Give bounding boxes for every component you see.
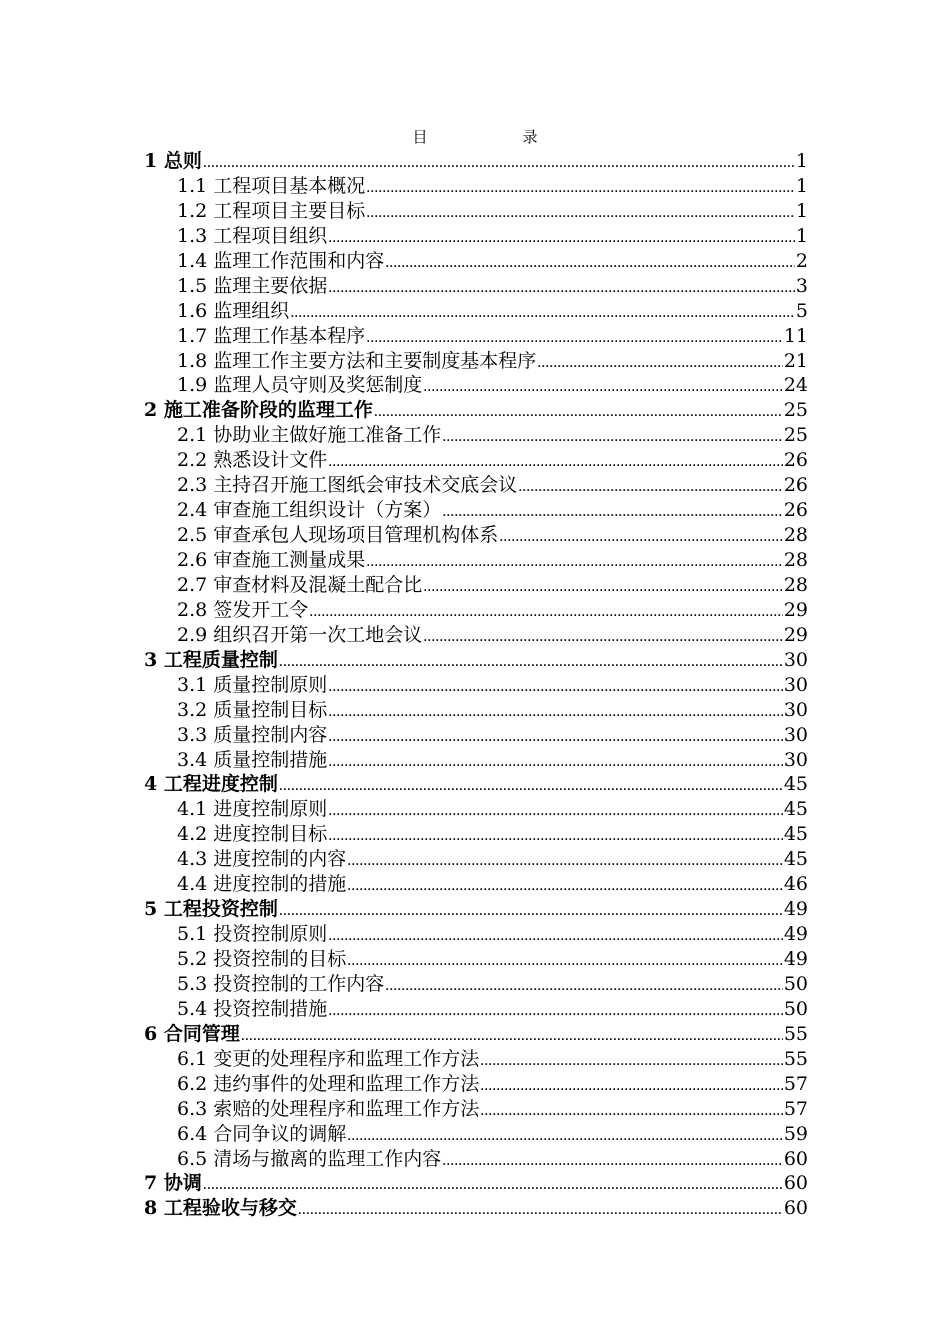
toc-dot-leader xyxy=(366,200,795,224)
toc-dot-leader xyxy=(328,823,783,847)
toc-section-entry[interactable] xyxy=(144,1072,808,1097)
toc-entry-page-number: 2 xyxy=(795,249,808,272)
toc-entry-page-number: 25 xyxy=(783,424,808,447)
toc-entry-page-number: 49 xyxy=(783,898,808,921)
toc-dot-leader xyxy=(366,549,783,573)
toc-dot-leader xyxy=(347,848,783,872)
toc-entry-page-number: 26 xyxy=(783,499,808,522)
toc-entry-label: 6.2 违约事件的处理和监理工作方法 xyxy=(177,1072,480,1095)
toc-entry-label: 3.2 质量控制目标 xyxy=(177,698,328,721)
toc-dot-leader xyxy=(480,1098,783,1122)
toc-entry-page-number: 26 xyxy=(783,474,808,497)
toc-entry-label: 1.7 监理工作基本程序 xyxy=(177,324,366,347)
toc-entry-label: 4.2 进度控制目标 xyxy=(177,823,328,846)
toc-dot-leader xyxy=(442,499,783,523)
toc-entry-label: 1.2 工程项目主要目标 xyxy=(177,199,366,222)
toc-section-entry[interactable] xyxy=(144,623,808,648)
toc-section-entry[interactable] xyxy=(144,224,808,249)
toc-entry-label: 2.6 审查施工测量成果 xyxy=(177,549,366,571)
toc-dot-leader xyxy=(374,399,783,423)
toc-section-entry[interactable] xyxy=(144,548,808,573)
toc-section-entry[interactable] xyxy=(144,473,808,498)
toc-entry-page-number: 24 xyxy=(783,374,808,397)
toc-chapter-entry[interactable] xyxy=(144,1196,808,1221)
toc-entry-page-number: 3 xyxy=(795,274,808,297)
toc-section-entry[interactable] xyxy=(144,972,808,997)
toc-dot-leader xyxy=(279,898,783,922)
toc-dot-leader xyxy=(279,773,783,797)
toc-dot-leader xyxy=(480,1073,783,1097)
toc-chapter-entry[interactable] xyxy=(144,149,808,174)
toc-dot-leader xyxy=(442,424,783,448)
toc-section-entry[interactable] xyxy=(144,324,808,349)
toc-dot-leader xyxy=(366,175,795,199)
toc-entry-page-number: 46 xyxy=(783,873,808,896)
toc-dot-leader xyxy=(499,524,783,548)
toc-entry-label: 1.3 工程项目组织 xyxy=(177,224,328,247)
toc-dot-leader xyxy=(203,150,795,174)
toc-entry-label: 2.2 熟悉设计文件 xyxy=(177,449,328,472)
toc-entry-page-number: 30 xyxy=(783,648,808,671)
toc-entry-page-number: 49 xyxy=(783,923,808,946)
toc-dot-leader xyxy=(328,923,783,947)
toc-entry-page-number: 28 xyxy=(783,573,808,596)
toc-title: 目 录 xyxy=(412,128,578,146)
toc-entry-page-number: 59 xyxy=(783,1122,808,1145)
toc-entry-page-number: 55 xyxy=(783,1047,808,1070)
toc-section-entry[interactable] xyxy=(144,822,808,847)
toc-chapter-entry[interactable] xyxy=(144,398,808,423)
toc-section-entry[interactable] xyxy=(144,797,808,822)
toc-entry-label: 4 工程进度控制 xyxy=(144,773,278,796)
toc-section-entry[interactable] xyxy=(144,598,808,623)
toc-entry-page-number: 50 xyxy=(783,972,808,995)
toc-entry-page-number: 25 xyxy=(783,399,808,422)
toc-entry-label: 1.9 监理人员守则及奖惩制度 xyxy=(177,374,423,397)
toc-entry-label: 6.4 合同争议的调解 xyxy=(177,1122,347,1145)
toc-dot-leader xyxy=(241,1023,783,1047)
toc-entry-page-number: 49 xyxy=(783,948,808,970)
toc-entry-label: 2.9 组织召开第一次工地会议 xyxy=(177,623,423,646)
toc-dot-leader xyxy=(328,275,795,299)
toc-dot-leader xyxy=(537,350,783,374)
toc-chapter-entry[interactable] xyxy=(144,1022,808,1047)
table-of-contents xyxy=(144,149,808,1221)
toc-section-entry[interactable] xyxy=(144,1147,808,1172)
toc-entry-label: 3.1 质量控制原则 xyxy=(177,673,328,696)
toc-entry-label: 5.3 投资控制的工作内容 xyxy=(177,972,385,995)
toc-section-entry[interactable] xyxy=(144,199,808,224)
toc-entry-page-number: 28 xyxy=(783,524,808,547)
toc-dot-leader xyxy=(347,948,783,972)
toc-entry-page-number: 30 xyxy=(783,673,808,696)
toc-entry-page-number: 28 xyxy=(783,549,808,571)
toc-chapter-entry[interactable] xyxy=(144,772,808,797)
toc-dot-leader xyxy=(298,1197,783,1221)
toc-section-entry[interactable] xyxy=(144,1047,808,1072)
toc-entry-label: 1.8 监理工作主要方法和主要制度基本程序 xyxy=(177,349,537,372)
toc-entry-label: 5.1 投资控制原则 xyxy=(177,923,328,946)
toc-entry-page-number: 30 xyxy=(783,723,808,746)
toc-entry-page-number: 11 xyxy=(783,324,808,347)
toc-dot-leader xyxy=(309,599,783,623)
toc-entry-page-number: 57 xyxy=(783,1072,808,1095)
toc-entry-page-number: 1 xyxy=(795,199,808,222)
toc-dot-leader xyxy=(328,749,783,773)
toc-dot-leader xyxy=(385,973,783,997)
toc-section-entry[interactable] xyxy=(144,748,808,773)
toc-chapter-entry[interactable] xyxy=(144,1171,808,1196)
toc-section-entry[interactable] xyxy=(144,1097,808,1122)
toc-dot-leader xyxy=(442,1148,783,1172)
toc-entry-label: 1.6 监理组织 xyxy=(177,299,290,322)
toc-entry-page-number: 55 xyxy=(783,1022,808,1045)
toc-section-entry[interactable] xyxy=(144,249,808,274)
toc-dot-leader xyxy=(328,798,783,822)
toc-section-entry[interactable] xyxy=(144,423,808,448)
toc-entry-page-number: 30 xyxy=(783,748,808,771)
toc-entry-label: 6.5 清场与撤离的监理工作内容 xyxy=(177,1147,442,1170)
toc-section-entry[interactable] xyxy=(144,872,808,897)
toc-section-entry[interactable] xyxy=(144,274,808,299)
toc-dot-leader xyxy=(328,225,795,249)
toc-entry-label: 4.3 进度控制的内容 xyxy=(177,848,347,871)
toc-entry-label: 1.4 监理工作范围和内容 xyxy=(177,249,385,272)
toc-entry-label: 2.4 审查施工组织设计（方案） xyxy=(177,499,442,522)
toc-entry-label: 4.1 进度控制原则 xyxy=(177,798,328,821)
toc-section-entry[interactable] xyxy=(144,573,808,598)
toc-entry-label: 3 工程质量控制 xyxy=(144,648,278,671)
toc-chapter-entry[interactable] xyxy=(144,648,808,673)
toc-section-entry[interactable] xyxy=(144,922,808,947)
toc-dot-leader xyxy=(518,474,783,498)
toc-entry-page-number: 45 xyxy=(783,823,808,846)
toc-entry-label: 7 协调 xyxy=(144,1172,202,1195)
toc-section-entry[interactable] xyxy=(144,723,808,748)
toc-entry-label: 8 工程验收与移交 xyxy=(144,1197,297,1220)
toc-section-entry[interactable] xyxy=(144,299,808,324)
toc-entry-page-number: 1 xyxy=(795,224,808,247)
toc-entry-label: 4.4 进度控制的措施 xyxy=(177,873,347,896)
toc-entry-label: 1.1 工程项目基本概况 xyxy=(177,174,366,197)
toc-entry-label: 2.3 主持召开施工图纸会审技术交底会议 xyxy=(177,474,518,497)
toc-entry-page-number: 45 xyxy=(783,798,808,821)
toc-entry-label: 5.2 投资控制的目标 xyxy=(177,948,347,970)
toc-entry-page-number: 21 xyxy=(783,349,808,372)
toc-dot-leader xyxy=(347,873,783,897)
toc-entry-page-number: 1 xyxy=(795,150,808,172)
toc-dot-leader xyxy=(385,250,795,274)
toc-entry-label: 1 总则 xyxy=(144,150,202,172)
toc-dot-leader xyxy=(328,674,783,698)
toc-entry-page-number: 29 xyxy=(783,623,808,646)
toc-section-entry[interactable] xyxy=(144,847,808,872)
toc-dot-leader xyxy=(203,1172,783,1196)
toc-dot-leader xyxy=(328,724,783,748)
toc-entry-page-number: 60 xyxy=(783,1172,808,1195)
toc-entry-page-number: 50 xyxy=(783,997,808,1020)
toc-entry-page-number: 29 xyxy=(783,598,808,621)
toc-entry-page-number: 45 xyxy=(783,773,808,796)
toc-dot-leader xyxy=(328,998,783,1022)
toc-section-entry[interactable] xyxy=(144,174,808,199)
toc-chapter-entry[interactable] xyxy=(144,897,808,922)
toc-section-entry[interactable] xyxy=(144,498,808,523)
toc-dot-leader xyxy=(347,1123,783,1147)
toc-entry-label: 2.1 协助业主做好施工准备工作 xyxy=(177,424,442,447)
toc-entry-page-number: 45 xyxy=(783,848,808,871)
toc-entry-label: 5 工程投资控制 xyxy=(144,898,278,921)
toc-entry-label: 1.5 监理主要依据 xyxy=(177,274,328,297)
toc-dot-leader xyxy=(480,1048,783,1072)
toc-section-entry[interactable] xyxy=(144,349,808,374)
toc-section-entry[interactable] xyxy=(144,523,808,548)
toc-dot-leader xyxy=(328,449,783,473)
toc-section-entry[interactable] xyxy=(144,373,808,398)
toc-entry-label: 3.4 质量控制措施 xyxy=(177,748,328,771)
toc-entry-page-number: 60 xyxy=(783,1197,808,1220)
toc-dot-leader xyxy=(328,699,783,723)
toc-dot-leader xyxy=(366,325,783,349)
toc-entry-label: 5.4 投资控制措施 xyxy=(177,997,328,1020)
toc-entry-label: 2.7 审查材料及混凝土配合比 xyxy=(177,573,423,596)
toc-dot-leader xyxy=(423,574,783,598)
toc-entry-label: 3.3 质量控制内容 xyxy=(177,723,328,746)
toc-entry-label: 6 合同管理 xyxy=(144,1022,240,1045)
toc-section-entry[interactable] xyxy=(144,448,808,473)
toc-entry-page-number: 26 xyxy=(783,449,808,472)
toc-dot-leader xyxy=(423,624,783,648)
toc-entry-page-number: 30 xyxy=(783,698,808,721)
toc-entry-page-number: 1 xyxy=(795,174,808,197)
toc-entry-label: 2.5 审查承包人现场项目管理机构体系 xyxy=(177,524,499,547)
toc-entry-page-number: 57 xyxy=(783,1097,808,1120)
toc-section-entry[interactable] xyxy=(144,997,808,1022)
toc-entry-label: 2.8 签发开工令 xyxy=(177,598,309,621)
toc-dot-leader xyxy=(423,374,783,398)
toc-entry-label: 6.3 索赔的处理程序和监理工作方法 xyxy=(177,1097,480,1120)
toc-dot-leader xyxy=(279,649,783,673)
toc-section-entry[interactable] xyxy=(144,947,808,972)
toc-section-entry[interactable] xyxy=(144,673,808,698)
toc-section-entry[interactable] xyxy=(144,698,808,723)
toc-entry-label: 2 施工准备阶段的监理工作 xyxy=(144,399,373,422)
toc-entry-page-number: 5 xyxy=(795,299,808,322)
toc-entry-page-number: 60 xyxy=(783,1147,808,1170)
toc-dot-leader xyxy=(290,300,795,324)
toc-section-entry[interactable] xyxy=(144,1122,808,1147)
toc-entry-label: 6.1 变更的处理程序和监理工作方法 xyxy=(177,1047,480,1070)
